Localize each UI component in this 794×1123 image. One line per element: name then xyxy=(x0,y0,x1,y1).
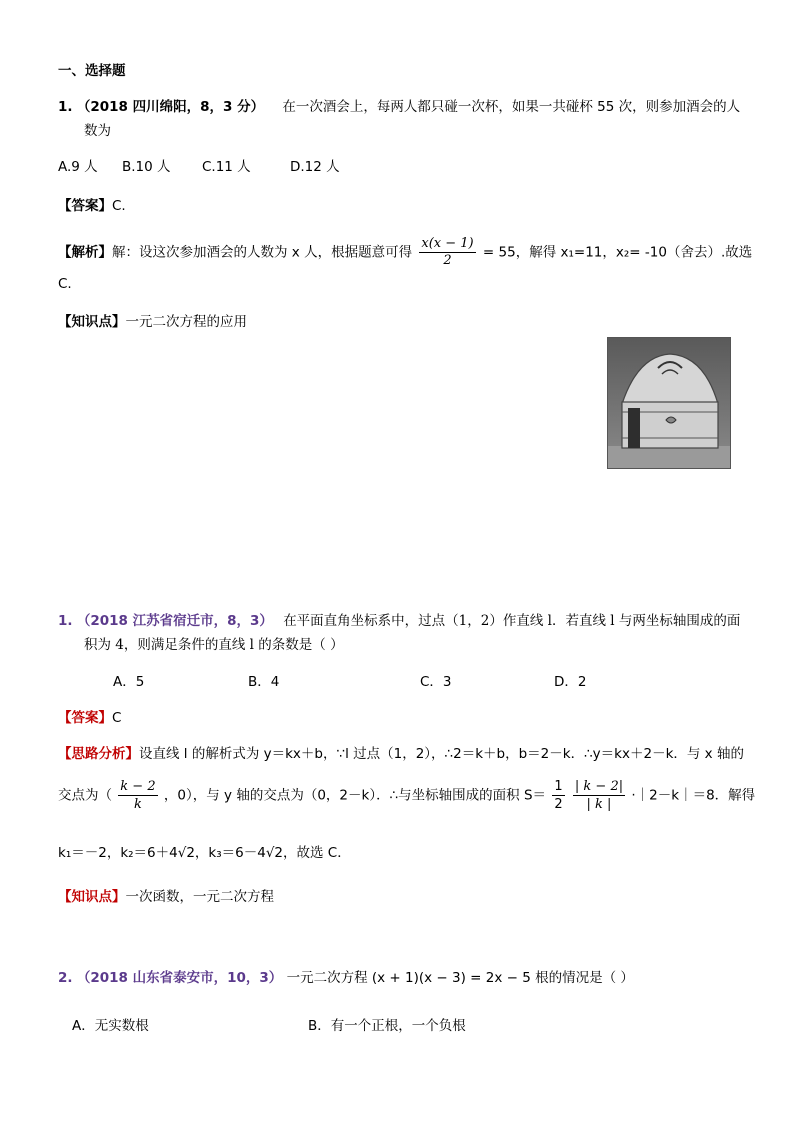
fraction-denominator: | k | xyxy=(586,797,612,812)
answer-value: C xyxy=(112,710,122,726)
fraction-abs xyxy=(573,778,625,813)
knowledge-label: 【知识点】 xyxy=(58,314,126,330)
q2-analysis-line1 xyxy=(58,745,744,763)
question-source: （2018 山东省泰安市，10，3） xyxy=(76,970,283,986)
section-title: 一、选择题 xyxy=(58,63,126,79)
answer-label: 【答案】 xyxy=(58,710,112,726)
q2-analysis-line3: k₁＝－2，k₂＝6＋4√2，k₃＝6－4√2，故选 C． xyxy=(58,845,351,861)
question-stem: 在一次酒会上，每两人都只碰一次杯，如果一共碰杯 55 次，则参加酒会的人 xyxy=(282,99,741,115)
knowledge-text: 一次函数，一元二次方程 xyxy=(125,889,274,905)
question-stem: 一元二次方程 (x + 1)(x − 3) = 2x − 5 根的情况是（ ） xyxy=(286,970,634,986)
knowledge-label: 【知识点】 xyxy=(58,889,126,905)
q2-analysis-line2 xyxy=(58,778,755,813)
analysis-text-post: = 55，解得 x₁=11，x₂= -10（舍去）.故选 xyxy=(482,244,753,261)
q1-answer xyxy=(58,197,126,215)
question-3-line1 xyxy=(58,969,634,987)
analysis-text-pre: 解：设这次参加酒会的人数为 x 人，根据题意可得 xyxy=(112,244,413,261)
analysis-label: 【解析】 xyxy=(58,244,112,261)
analysis-text-pre: 交点为（ xyxy=(58,787,112,804)
q1-option-a: A.9 人 xyxy=(58,159,98,175)
answer-value: C. xyxy=(112,198,126,214)
fraction-denominator: 2 xyxy=(554,797,563,812)
answer-label: 【答案】 xyxy=(58,198,112,214)
question-number: 1. xyxy=(58,99,73,115)
fraction-numerator: | k − 2| xyxy=(574,779,624,794)
fraction-half xyxy=(552,778,564,813)
question-number: 2. xyxy=(58,970,73,986)
q1-analysis-line2: C. xyxy=(58,276,72,292)
analysis-text-mid: ，0），与 y 轴的交点为（0，2－k）．∴与坐标轴围成的面积 S＝ xyxy=(163,787,547,804)
q1-option-d: D.12 人 xyxy=(290,159,340,175)
analysis-text: 设直线 l 的解析式为 y＝kx＋b，∵l 过点（1，2），∴2＝k＋b，b＝2－k．∴y＝kx＋2－k．与 x 轴的 xyxy=(139,746,744,762)
q1-knowledge xyxy=(58,313,247,331)
fraction-numerator: x(x − 1) xyxy=(421,236,474,251)
fraction-numerator: 1 xyxy=(554,779,563,794)
question-stem: 在平面直角坐标系中，过点（1，2）作直线 l．若直线 l 与两坐标轴围成的面 xyxy=(283,613,741,629)
q1-analysis xyxy=(58,236,752,269)
question-source: （2018 江苏省宿迁市，8，3） xyxy=(76,613,273,629)
question-2-line1 xyxy=(58,612,740,630)
question-2-line2: 积为 4，则满足条件的直线 l 的条数是（ ） xyxy=(84,637,344,653)
question-1-line2: 数为 xyxy=(84,123,111,139)
fraction-numerator: k − 2 xyxy=(120,779,156,794)
yurt-photo xyxy=(607,337,731,469)
analysis-text-post: ·｜2－k｜＝8．解得 xyxy=(631,787,756,804)
knowledge-text: 一元二次方程的应用 xyxy=(125,314,247,330)
q2-option-b: B．4 xyxy=(248,674,280,690)
fraction-denominator: 2 xyxy=(443,253,452,268)
q1-option-c: C.11 人 xyxy=(202,159,251,175)
q1-option-b: B.10 人 xyxy=(122,159,171,175)
question-1-line1 xyxy=(58,98,740,116)
fraction xyxy=(419,236,475,269)
q2-option-a: A．5 xyxy=(113,674,145,690)
fraction-denominator: k xyxy=(134,797,142,812)
q3-option-a: A．无实数根 xyxy=(72,1018,149,1034)
analysis-label: 【思路分析】 xyxy=(58,746,139,762)
q3-option-b: B．有一个正根，一个负根 xyxy=(308,1018,466,1034)
question-source: （2018 四川绵阳，8，3 分） xyxy=(76,99,265,115)
q2-knowledge xyxy=(58,888,274,906)
fraction-intercept xyxy=(118,778,157,813)
q2-answer xyxy=(58,709,121,727)
question-number: 1. xyxy=(58,613,73,629)
q2-option-c: C．3 xyxy=(420,674,452,690)
q2-option-d: D．2 xyxy=(554,674,587,690)
